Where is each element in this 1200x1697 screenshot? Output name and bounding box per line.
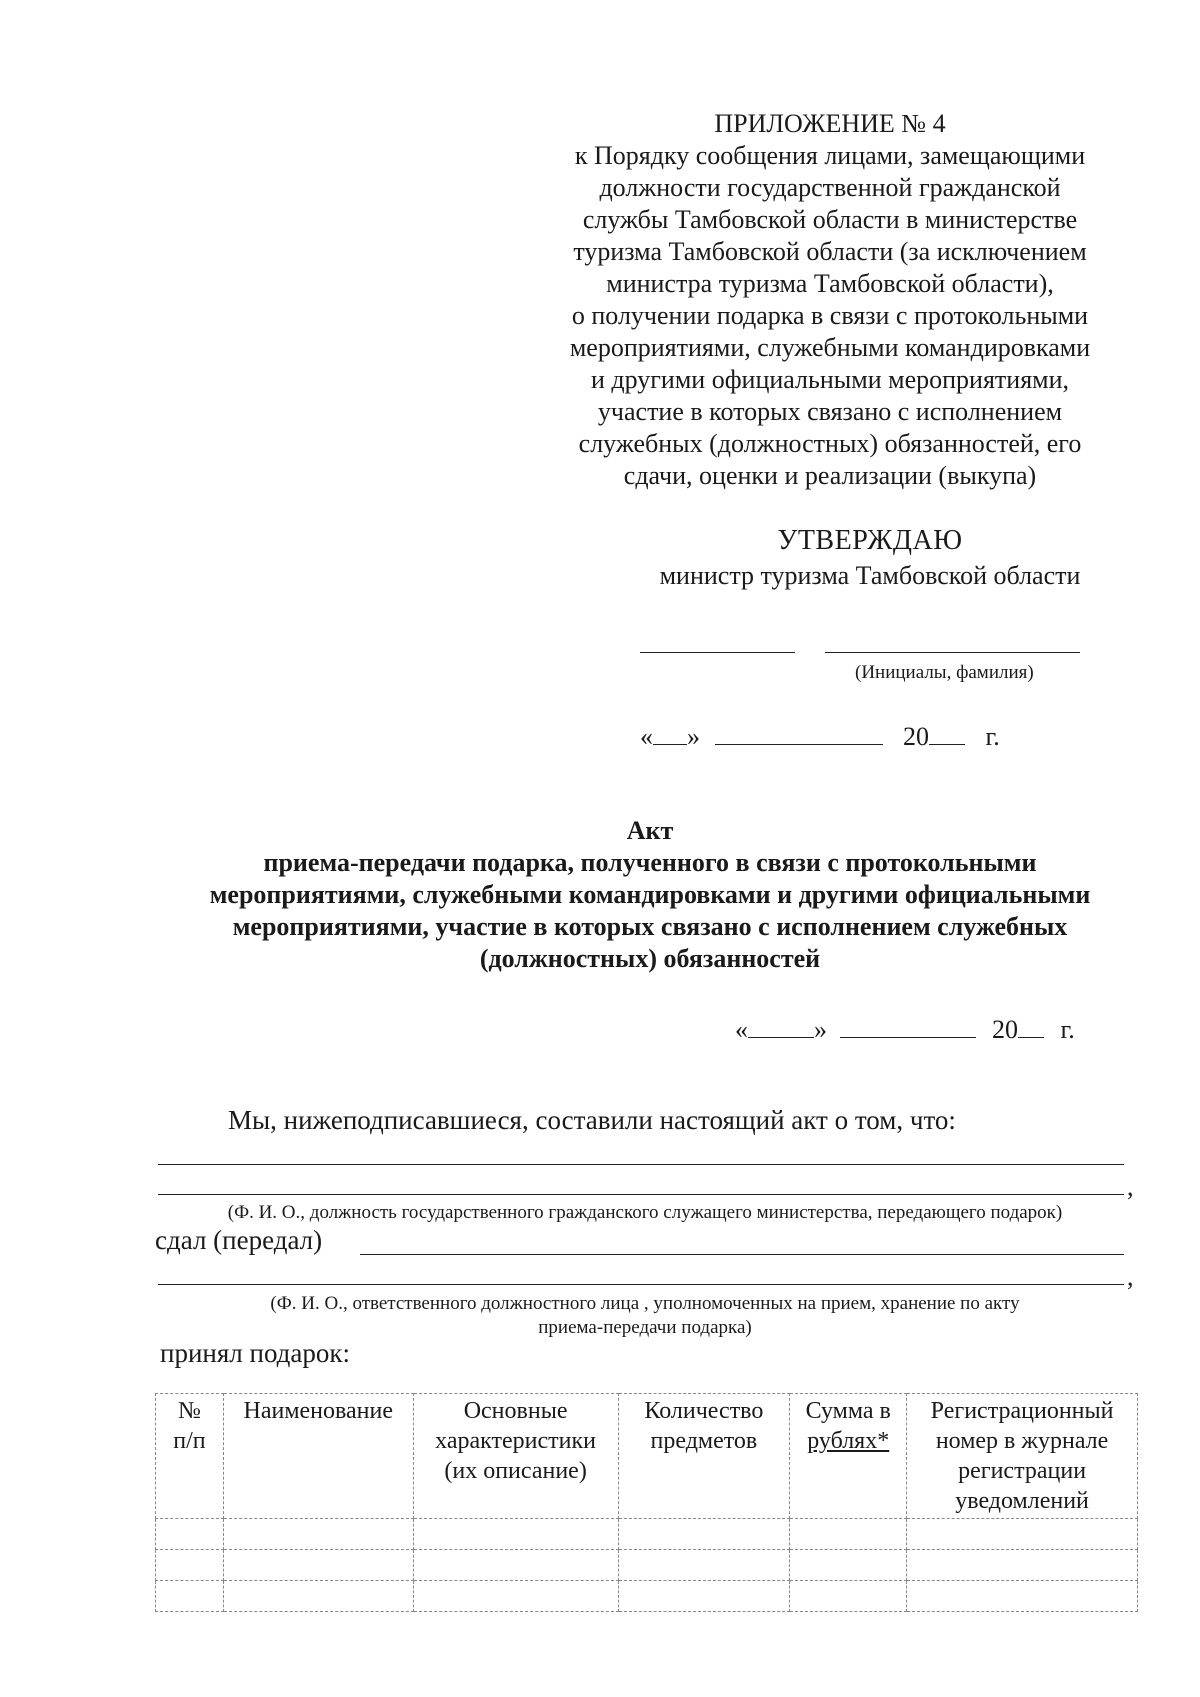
table-cell[interactable] — [907, 1581, 1138, 1612]
appendix-line: мероприятиями, служебными командировками — [569, 333, 1091, 362]
giver-line-1[interactable] — [158, 1164, 1124, 1165]
appendix-line: участие в которых связано с исполнением — [597, 397, 1063, 426]
header-text: рублях* — [807, 1428, 890, 1454]
header-text: характеристики — [435, 1428, 596, 1454]
table-cell[interactable] — [907, 1519, 1138, 1550]
approval-title: УТВЕРЖДАЮ — [777, 525, 963, 556]
col-header-quantity — [618, 1394, 790, 1519]
table-cell[interactable] — [156, 1519, 224, 1550]
receiver-line-1[interactable] — [360, 1254, 1124, 1255]
year-blank[interactable] — [1018, 1015, 1044, 1038]
appendix-line: министра туризма Тамбовской области), — [606, 269, 1054, 298]
receiver-line-2[interactable] — [158, 1284, 1124, 1285]
act-title-line: (должностных) обязанностей — [479, 944, 821, 973]
table-cell[interactable] — [156, 1581, 224, 1612]
day-blank[interactable] — [653, 722, 687, 745]
header-text: Регистрационный — [930, 1398, 1114, 1424]
appendix-line: службы Тамбовской области в министерстве — [582, 205, 1078, 234]
giver-caption: (Ф. И. О., должность государственного гражданского служащего министерства, передающего подарок) — [227, 1202, 1063, 1223]
approval-date — [640, 722, 1000, 752]
table-cell[interactable] — [790, 1519, 907, 1550]
initials-caption: (Инициалы, фамилия) — [855, 662, 1034, 683]
table-cell[interactable] — [156, 1550, 224, 1581]
table-cell[interactable] — [618, 1550, 790, 1581]
year-prefix: 20 — [903, 722, 929, 751]
table-header-row — [156, 1394, 1138, 1519]
table-cell[interactable] — [618, 1519, 790, 1550]
date-quote-open: « — [735, 1015, 748, 1044]
receiver-caption-line: приема-передачи подарка) — [538, 1317, 752, 1338]
accepted-label: принял подарок: — [160, 1338, 351, 1368]
table-row — [156, 1550, 1138, 1581]
appendix-line: должности государственной гражданской — [599, 173, 1061, 202]
col-header-characteristics — [413, 1394, 618, 1519]
header-text: регистрации — [958, 1458, 1087, 1484]
appendix-line: к Порядку сообщения лицами, замещающими — [574, 141, 1086, 170]
appendix-block — [535, 108, 1125, 492]
table-cell[interactable] — [907, 1550, 1138, 1581]
col-header-name — [223, 1394, 413, 1519]
signature-line[interactable] — [640, 652, 795, 653]
comma: , — [1127, 1172, 1134, 1201]
table-cell[interactable] — [413, 1519, 618, 1550]
act-title-line: приема-передачи подарка, полученного в связи с протокольными — [263, 848, 1037, 877]
table-cell[interactable] — [790, 1581, 907, 1612]
table-cell[interactable] — [223, 1550, 413, 1581]
col-header-registration — [907, 1394, 1138, 1519]
date-quote-open: « — [640, 722, 653, 751]
table-cell[interactable] — [223, 1519, 413, 1550]
table-cell[interactable] — [413, 1581, 618, 1612]
intro-text: Мы, нижеподписавшиеся, составили настоящий акт о том, что: — [228, 1105, 956, 1135]
handed-over-label: сдал (передал) — [155, 1225, 323, 1255]
act-title-line: мероприятиями, участие в которых связано с исполнением служебных — [232, 912, 1068, 941]
receiver-caption-line: (Ф. И. О., ответственного должностного лица , уполномоченных на прием, хранение по акту — [270, 1293, 1020, 1314]
act-title-line: мероприятиями, служебными командировками и другими официальными — [209, 880, 1091, 909]
act-title — [130, 815, 1170, 975]
appendix-line: о получении подарка в связи с протокольными — [571, 301, 1089, 330]
giver-line-2[interactable] — [158, 1194, 1124, 1195]
year-suffix: г. — [985, 722, 1000, 751]
col-header-sum — [790, 1394, 907, 1519]
header-text: № — [177, 1398, 201, 1424]
header-text: предметов — [650, 1428, 758, 1454]
approval-block — [620, 523, 1120, 593]
year-suffix: г. — [1060, 1015, 1075, 1044]
appendix-line: туризма Тамбовской области (за исключением — [573, 237, 1087, 266]
date-quote-close: » — [814, 1015, 827, 1044]
year-prefix: 20 — [992, 1015, 1018, 1044]
table-row — [156, 1581, 1138, 1612]
appendix-line: служебных (должностных) обязанностей, его — [578, 429, 1082, 458]
act-heading: Акт — [626, 816, 674, 845]
header-text: номер в журнале — [935, 1428, 1109, 1454]
appendix-line: сдачи, оценки и реализации (выкупа) — [623, 461, 1037, 490]
table-cell[interactable] — [790, 1550, 907, 1581]
col-header-number — [156, 1394, 224, 1519]
gift-table — [155, 1393, 1138, 1612]
approval-role: министр туризма Тамбовской области — [659, 561, 1081, 590]
appendix-line: и другими официальными мероприятиями, — [590, 365, 1070, 394]
header-text: Наименование — [243, 1398, 394, 1424]
header-text: Количество — [644, 1398, 764, 1424]
header-text: (их описание) — [444, 1458, 587, 1484]
year-blank[interactable] — [929, 722, 965, 745]
month-blank[interactable] — [715, 722, 883, 745]
comma: , — [1127, 1262, 1134, 1291]
initials-line[interactable] — [825, 652, 1080, 653]
table-row — [156, 1519, 1138, 1550]
table-cell[interactable] — [618, 1581, 790, 1612]
table-cell[interactable] — [413, 1550, 618, 1581]
day-blank[interactable] — [748, 1015, 814, 1038]
appendix-title: ПРИЛОЖЕНИЕ № 4 — [714, 109, 946, 138]
month-blank[interactable] — [840, 1015, 976, 1038]
header-text: Сумма в — [805, 1398, 891, 1424]
header-text: Основные — [463, 1398, 568, 1424]
header-text: п/п — [173, 1428, 206, 1454]
act-date — [735, 1015, 1075, 1045]
receiver-caption — [150, 1292, 1140, 1340]
table-cell[interactable] — [223, 1581, 413, 1612]
header-text: уведомлений — [955, 1488, 1089, 1514]
date-quote-close: » — [687, 722, 700, 751]
